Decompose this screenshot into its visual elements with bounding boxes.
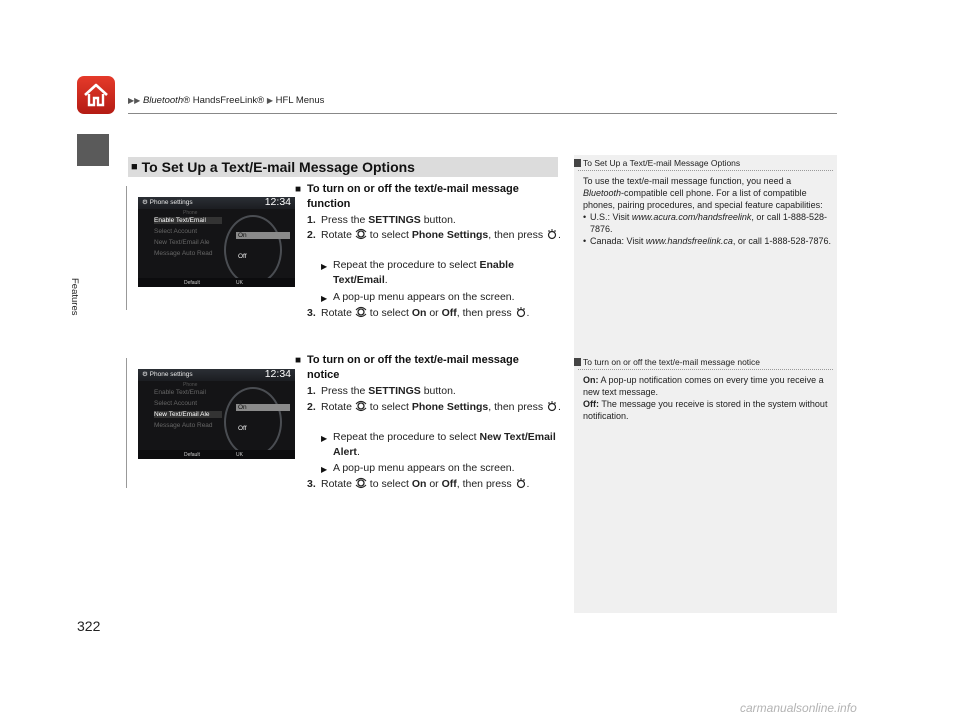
arrow-right-icon: ▶	[321, 465, 328, 474]
sidebar-chapter-label: Features	[69, 278, 80, 316]
breadcrumb-item-bluetooth[interactable]: Bluetooth® HandsFreeLink®	[142, 95, 265, 106]
menu-item: Enable Text/Email	[154, 217, 222, 224]
note-icon	[574, 358, 581, 366]
page-number: 322	[77, 618, 101, 634]
section-title: ■ To Set Up a Text/E-mail Message Options	[128, 157, 558, 177]
chapter-tab[interactable]	[77, 134, 109, 166]
menu-item: New Text/Email Ale	[154, 239, 210, 246]
home-button[interactable]	[77, 76, 115, 114]
menu-item: Message Auto Read	[154, 422, 213, 429]
selector-knob-icon	[355, 228, 367, 240]
phone-settings-screen: ⚙ Phone settings 12:34 Phone Enable Text/Email Select Account New Text/Email Ale Message Auto Read On Off Default UK	[138, 369, 295, 459]
note-body: To use the text/e-mail message function, you need a Bluetooth-compatible cell phone. For a list of compatible phones, pairing procedures, and special feature capabilities: • U.S.: Visit www.acura.com/handsfreelink, or call 1-888-528-7876. • Canada: Visit www.handsfreelink.ca, or call 1-888-528-7876.	[583, 175, 833, 247]
step-1: 1. Press the SETTINGS button.	[307, 214, 456, 226]
default-label: Default	[184, 280, 200, 286]
screen-subtitle: Phone	[183, 382, 198, 388]
step-1: 1. Press the SETTINGS button.	[307, 385, 456, 397]
note-body: On: A pop-up notification comes on every time you receive a new text message. Off: The message you receive is stored in the system without notification.	[583, 375, 828, 421]
note-icon	[574, 159, 581, 167]
step-3: 3. Rotate to select On or Off, then press .	[307, 478, 530, 490]
sub-step: ▶ Repeat the procedure to select Enable Text/Email.	[321, 259, 514, 286]
dial-graphic	[224, 387, 282, 457]
procedure-heading: ■ To turn on or off the text/e-mail message notice	[295, 354, 519, 381]
bullet-icon: •	[583, 212, 587, 222]
phone-settings-screen: ⚙ Phone settings 12:34 Phone Enable Text/Email Select Account New Text/Email Ale Message Auto Read On Off Default UK	[138, 197, 295, 287]
screen-image-2	[126, 358, 305, 488]
square-bullet-icon: ■	[131, 161, 138, 173]
enter-press-icon	[546, 400, 558, 412]
phone-icon: ⚙	[142, 199, 148, 206]
dial-graphic	[224, 215, 282, 285]
note-bullet: • U.S.: Visit www.acura.com/handsfreelink, or call 1-888-528-7876.	[583, 212, 827, 234]
clock: 12:34	[264, 369, 291, 380]
home-icon	[83, 83, 109, 107]
menu-item: Enable Text/Email	[154, 389, 206, 396]
chevron-right-icon: ▶	[266, 96, 273, 105]
step-3: 3. Rotate to select On or Off, then press .	[307, 307, 530, 319]
selector-knob-icon	[355, 477, 367, 489]
uk-label: UK	[236, 280, 243, 286]
watermark: carmanualsonline.info	[740, 701, 857, 715]
menu-item: Select Account	[154, 228, 197, 235]
menu-item: New Text/Email Ale	[154, 411, 222, 418]
note-divider	[578, 369, 833, 370]
breadcrumb-item-hfl-menus[interactable]: HFL Menus	[275, 95, 325, 106]
square-bullet-icon: ■	[295, 184, 302, 195]
step-2: 2. Rotate to select Phone Settings, then press .	[307, 401, 561, 413]
procedure-heading: ■ To turn on or off the text/e-mail message function	[295, 183, 519, 210]
breadcrumb	[128, 95, 324, 106]
arrow-right-icon: ▶	[321, 294, 328, 303]
selector-knob-icon	[355, 400, 367, 412]
menu-item: Message Auto Read	[154, 250, 213, 257]
step-2: 2. Rotate to select Phone Settings, then press .	[307, 229, 561, 241]
uk-label: UK	[236, 452, 243, 458]
sub-step: ▶ A pop-up menu appears on the screen.	[333, 461, 563, 476]
clock: 12:34	[264, 197, 291, 208]
arrow-right-icon: ▶	[321, 262, 328, 271]
phone-icon: ⚙	[142, 371, 148, 378]
option-on: On	[236, 404, 290, 411]
bullet-icon: •	[583, 236, 587, 246]
default-label: Default	[184, 452, 200, 458]
enter-press-icon	[515, 306, 527, 318]
screen-subtitle: Phone	[183, 210, 198, 216]
sub-step: ▶ Repeat the procedure to select New Text/Email Alert.	[321, 431, 556, 458]
square-bullet-icon: ■	[295, 355, 302, 366]
option-on: On	[236, 232, 290, 239]
arrow-right-icon: ▶	[321, 434, 328, 443]
enter-press-icon	[546, 228, 558, 240]
selector-knob-icon	[355, 306, 367, 318]
note-title: To turn on or off the text/e-mail message notice	[574, 357, 837, 368]
option-off: Off	[238, 253, 247, 260]
header-divider	[128, 113, 837, 114]
note-divider	[578, 170, 833, 171]
note-bullet: • Canada: Visit www.handsfreelink.ca, or call 1-888-528-7876.	[583, 236, 831, 246]
enter-press-icon	[515, 477, 527, 489]
screen-image-1	[126, 186, 305, 310]
sub-step: ▶ A pop-up menu appears on the screen.	[333, 290, 563, 305]
menu-item: Select Account	[154, 400, 197, 407]
chevron-right-icon: ▶▶	[128, 96, 141, 105]
option-off: Off	[238, 425, 247, 432]
note-title: To Set Up a Text/E-mail Message Options	[574, 158, 837, 169]
